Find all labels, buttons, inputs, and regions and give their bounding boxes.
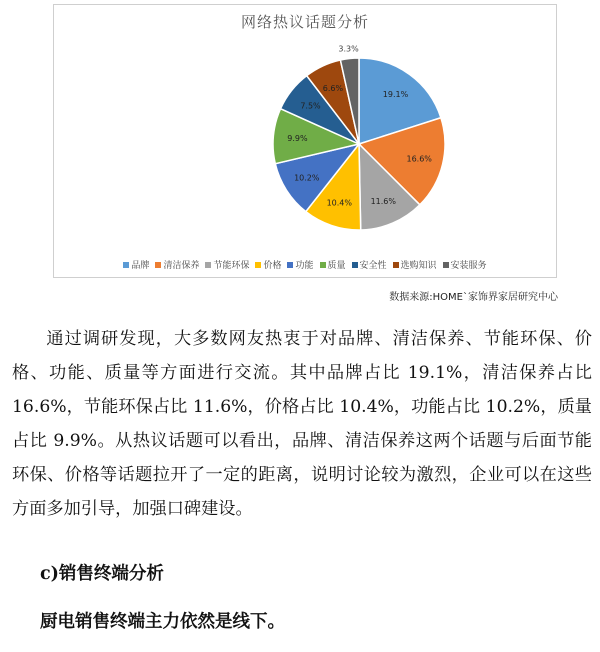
legend-label: 功能 bbox=[295, 261, 314, 271]
legend-label: 节能环保 bbox=[213, 261, 250, 271]
legend-swatch bbox=[123, 262, 129, 268]
legend-item-1 bbox=[123, 258, 149, 271]
data-source-note: 数据来源:HOME`家饰界家居研究中心 bbox=[389, 292, 558, 303]
pie-label-9: 3.3% bbox=[338, 44, 359, 54]
pie-label-7: 7.5% bbox=[300, 101, 321, 111]
conclusion-line: 厨电销售终端主力依然是线下。 bbox=[40, 612, 285, 632]
pie-label-6: 9.9% bbox=[287, 134, 308, 144]
section-subheading: c)销售终端分析 bbox=[40, 564, 164, 584]
pie-label-3: 11.6% bbox=[370, 197, 397, 206]
legend-swatch bbox=[352, 262, 358, 268]
pie-label-5: 10.2% bbox=[294, 173, 320, 183]
legend-label: 质量 bbox=[327, 261, 346, 271]
legend-item-5 bbox=[287, 258, 313, 271]
legend-label: 安全性 bbox=[359, 261, 387, 271]
legend-item-9 bbox=[443, 258, 487, 271]
analysis-paragraph: 通过调研发现，大多数网友热衷于对品牌、清洁保养、节能环保、价格、功能、质量等方面进行交流。其中品牌占比 19.1%，清洁保养占比 16.6%，节能环保占比 11.6%，价格占比 10.4%，功能占比 10.2%，质量占比 9.9%。从热议话题可以看出，品牌、清洁保养这两个话题与后面节能环保、价格等话题拉开了一定的距离，说明讨论较为激烈，企业可以在这些方面多加引导，加强口碑建设。 bbox=[12, 329, 592, 519]
pie-label-1: 19.1% bbox=[382, 90, 409, 99]
legend-item-6 bbox=[320, 258, 346, 271]
pie-chart bbox=[54, 5, 558, 279]
legend-swatch bbox=[205, 262, 211, 268]
legend-item-2 bbox=[155, 258, 199, 271]
pie-label-2: 16.6% bbox=[406, 154, 432, 164]
legend-swatch bbox=[287, 262, 293, 268]
legend-swatch bbox=[443, 262, 449, 268]
legend-swatch bbox=[155, 262, 161, 268]
legend-item-7 bbox=[352, 258, 387, 271]
legend-item-4 bbox=[255, 258, 281, 271]
chart-legend bbox=[54, 258, 556, 271]
legend-label: 安装服务 bbox=[450, 261, 487, 271]
legend-swatch bbox=[320, 262, 326, 268]
legend-label: 品牌 bbox=[131, 261, 150, 271]
chart-title: 网络热议话题分析 bbox=[240, 13, 369, 31]
chart-frame bbox=[53, 4, 557, 278]
legend-label: 清洁保养 bbox=[163, 261, 200, 271]
legend-item-3 bbox=[205, 258, 249, 271]
legend-swatch bbox=[393, 262, 399, 268]
legend-item-8 bbox=[393, 258, 437, 271]
pie-label-8: 6.6% bbox=[322, 83, 344, 93]
pie-label-4: 10.4% bbox=[326, 198, 353, 208]
legend-label: 选购知识 bbox=[400, 261, 437, 271]
legend-label: 价格 bbox=[263, 261, 282, 271]
legend-swatch bbox=[255, 262, 261, 268]
